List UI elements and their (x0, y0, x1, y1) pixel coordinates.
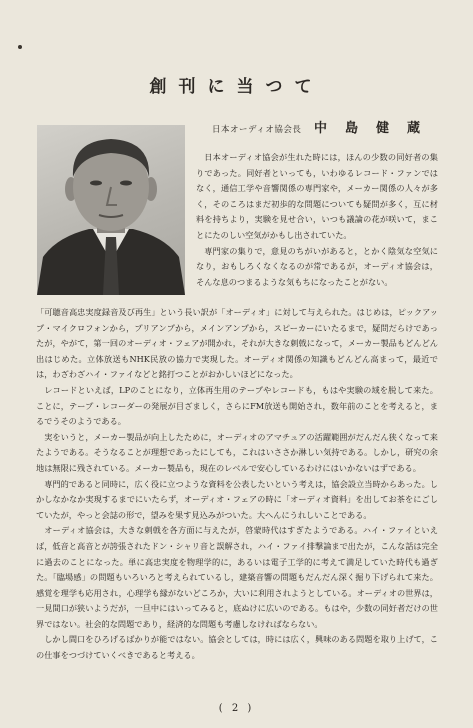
column-text (196, 150, 438, 290)
paragraph: 専門的であると同時に，広く役に立つような資料を公表したいという考えは，協会設立当時からあった。しかしなかなか実現するまでにいたらず，オーディオ・フェアの時に「オーディオ資料」を出してお茶をにごしていたが，やっと会誌の形で，望みを果す見込みがついた。大へんにうれしいことである。 (36, 478, 438, 520)
byline (212, 117, 452, 136)
page-number: ( 2 ) (218, 703, 255, 714)
author-portrait-photo (37, 125, 185, 295)
paragraph: 「可聴音高忠実度録音及び再生」という長い訳が「オーディオ」に対して与えられた。はじめは，ピックアップ・マイクロフォンから，プリアンプから，メインアンプから，スピーカーにいたるまで，疑問だらけであったが，やがて，第一回のオーディオ・フェアが開かれ，それが大きな刺戟になって，メーカー製品もどんどん出はじめた。立体放送もNHK民放の協力で実現した。オーディオ関係の知識もどんどん高まって，最近では，わざわざハイ・ファイなどと銘打つことがおかしいほどになった。 (36, 307, 438, 380)
body-text (36, 305, 438, 664)
margin-dot (18, 45, 22, 49)
paragraph: 実をいうと，メーカー製品が向上したために，オーディオのアマチュアの活躍範囲がだんだん狭くなって来たようである。そうなることが理想であったにしても，これはいささか淋しい気持である。しかし，研究の余地は無限に残されている。メーカー製品も，現在のレベルで安心しているわけにはいかないはずである。 (36, 431, 438, 473)
paragraph: レコードといえば，LPのことになり，立体再生用のテープやレコードも，もはや実験の域を脱して来た。ことに，テープ・レコーダーの発展が目ざましく，さらにFM放送も開始され，数年前のことを考えると，まるでうそのようである。 (36, 384, 438, 427)
paragraph: オーディオ協会は，大きな刺戟を各方面に与えたが，啓蒙時代はすぎたようである。ハイ・ファイといえば，低音と高音とが誇張されたドン・シャリ音と誤解され，ハイ・ファイ排撃論まで出たが，こんな話は完全に過去のことになった。単に高忠実度を物理学的に，あるいは電子工学的に考えて満足していた時代も過ぎた。「臨場感」の問題もいろいろと考えられているし，建築音響の問題もだんだん深く掘り下げられて来た。感覚を理学も応用され，心理学も縁がないどころか，大いに利用されようとしている。オーディオの世界は，一見間口が狭いようだが，一旦中にはいってみると，底ぬけに広いのである。もはや，少数の同好者だけの世界ではない。社会的な問題であり，経済的な問題も考慮しなければならない。 (36, 525, 438, 629)
paragraph: しかし間口をひろげるばかりが能ではない。協会としては，時には広く，興味のある問題を取り上げて，この仕事をつづけていくべきであると考える。 (36, 634, 438, 661)
author-role: 日本オーディオ協会長 (212, 125, 302, 135)
paragraph: 専門家の集りで，意見のちがいがあると，とかく陰気な空気になり，おもしろくなくなるのが常であるが，オーディオ協会は，そんな息のつまるような気もちになったことがない。 (196, 245, 438, 287)
paragraph: 日本オーディオ協会が生れた時には，ほんの少数の同好者の集りであった。同好者といっても，いわゆるレコード・ファンではなく，通信工学や音響関係の専門家や，メーカー関係の人々が多く，そのころはまだ初歩的な問題についても疑問が多く，互に材料を持ちより，実験を見せ合い，いつも議論の花が咲いて，まことにたのしい空気がかもし出されていた。 (196, 152, 438, 240)
article-title: 創刊に当つて (149, 77, 324, 97)
author-name: 中島健蔵 (314, 121, 439, 136)
